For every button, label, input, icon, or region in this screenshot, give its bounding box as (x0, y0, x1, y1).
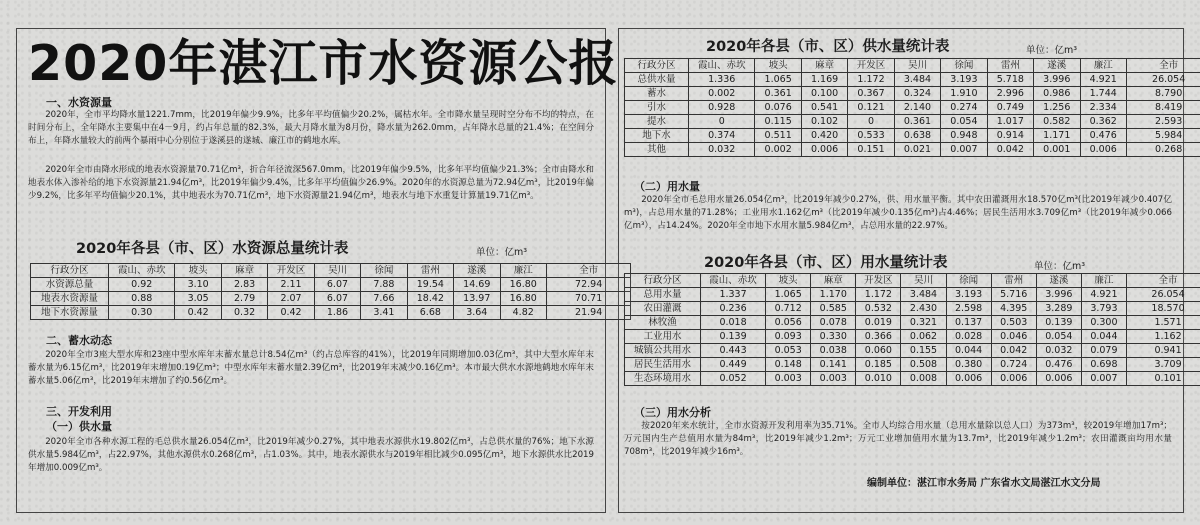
table-cell: 0.076 (755, 101, 801, 115)
table-cell: 4.395 (991, 302, 1036, 316)
table-cell: 0.476 (1036, 358, 1081, 372)
editor-credit: 编制单位：湛江市水务局 广东省水文局湛江水文分局 (867, 478, 1101, 489)
table-cell: 0.88 (109, 292, 175, 306)
table-cell: 0.42 (175, 306, 221, 320)
table-header-cell: 全市 (1126, 274, 1200, 288)
table-row (625, 344, 1200, 358)
table-cell: 3.709 (1126, 358, 1200, 372)
table-row-label: 工业用水 (625, 330, 701, 344)
table-header-row (625, 59, 1200, 73)
table-row-label: 总供水量 (625, 73, 689, 87)
paragraph-precipitation: 2020年，全市平均降水量1221.7mm，比2019年偏少9.9%，比多年平均值偏少20.2%，属枯水年。全市降水量呈现时空分布不均的特点，在时间分布上，全年降水主要集中在4－9月，约占年总量的82.3%，最大月降水量为8月份，降水量为262.0mm，占年降水总量的21.4%；在空间分布上，年降水量较大的前两个暴雨中心分别位于遂溪县的遂城、廉江市的鹤地水库。 (28, 110, 594, 147)
table-cell: 0.044 (946, 344, 991, 358)
table-row-label: 林牧渔 (625, 316, 701, 330)
table-cell: 3.484 (901, 288, 946, 302)
table-cell: 21.94 (546, 306, 630, 320)
table-cell: 0.443 (701, 344, 766, 358)
table-cell: 0.060 (856, 344, 901, 358)
table-cell: 0.380 (946, 358, 991, 372)
table1-title: 2020年各县（市、区）水资源总量统计表 (76, 241, 349, 257)
table-cell: 0.532 (856, 302, 901, 316)
table-cell: 0.006 (1036, 372, 1081, 386)
table-cell: 1.172 (856, 288, 901, 302)
table-cell: 3.484 (894, 73, 940, 87)
table-cell: 0.008 (901, 372, 946, 386)
table-cell: 0.508 (901, 358, 946, 372)
table-cell: 0.006 (1080, 143, 1126, 157)
table-cell: 0.079 (1081, 344, 1126, 358)
table-cell: 0.044 (1081, 330, 1126, 344)
table-row-label: 提水 (625, 115, 689, 129)
table-cell: 13.97 (454, 292, 500, 306)
table-cell: 0.42 (268, 306, 314, 320)
table-cell: 0.052 (701, 372, 766, 386)
table-header-cell: 雷州 (987, 59, 1033, 73)
table-cell: 0.151 (848, 143, 894, 157)
table-cell: 0.121 (848, 101, 894, 115)
table-cell: 16.80 (500, 278, 546, 292)
table-cell: 1.336 (689, 73, 755, 87)
table3-unit: 单位：亿m³ (1034, 261, 1086, 272)
table-cell: 26.054 (1126, 73, 1200, 87)
table-cell: 0.002 (755, 143, 801, 157)
table-header-cell: 徐闻 (941, 59, 987, 73)
table-row-label: 生态环境用水 (625, 372, 701, 386)
table-cell: 2.07 (268, 292, 314, 306)
table-cell: 2.140 (894, 101, 940, 115)
table-row (625, 143, 1200, 157)
paragraph-water-supply: 2020年全市各种水源工程的毛总供水量26.054亿m³，比2019年减少0.27%，其中地表水源供水19.802亿m³，占总供水量的76%；地下水源供水量5.984亿m³，占22.97%，其他水源供水0.268亿m³，占1.03%。其中，地表水源供水与2019年相比减少0.095亿m³，地下水源供水比2019年增加0.009亿m³。 (28, 437, 594, 474)
table-header-cell: 麻章 (221, 264, 267, 278)
headline: 2020年湛江市水资源公报 (28, 35, 619, 92)
table-cell: 1.910 (941, 87, 987, 101)
table-cell: 0.367 (848, 87, 894, 101)
table-cell: 0.928 (689, 101, 755, 115)
table-cell: 2.598 (946, 302, 991, 316)
table-cell: 0.053 (766, 344, 811, 358)
table-row (31, 278, 631, 292)
table-row (31, 292, 631, 306)
table-cell: 3.289 (1036, 302, 1081, 316)
table-cell: 1.162 (1126, 330, 1200, 344)
table-cell: 0.019 (856, 316, 901, 330)
table-cell: 0.155 (901, 344, 946, 358)
table-cell: 1.337 (701, 288, 766, 302)
table-header-cell: 遂溪 (1034, 59, 1080, 73)
table-row (625, 115, 1200, 129)
table-cell: 3.193 (946, 288, 991, 302)
table-header-cell: 廉江 (1080, 59, 1126, 73)
table-cell: 0.986 (1034, 87, 1080, 101)
table-cell: 5.718 (987, 73, 1033, 87)
table-header-cell: 行政分区 (625, 59, 689, 73)
table-header-cell: 全市 (1126, 59, 1200, 73)
table-cell: 0.503 (991, 316, 1036, 330)
table-header-cell: 麻章 (801, 59, 847, 73)
table-cell: 0.021 (894, 143, 940, 157)
table-row (625, 330, 1200, 344)
table-cell: 0.948 (941, 129, 987, 143)
table-header-cell: 徐闻 (361, 264, 407, 278)
table-cell: 0.324 (894, 87, 940, 101)
table-cell: 0.749 (987, 101, 1033, 115)
table-cell: 1.571 (1126, 316, 1200, 330)
table-cell: 0.185 (856, 358, 901, 372)
table-cell: 1.86 (314, 306, 360, 320)
table2-unit: 单位：亿m³ (1026, 45, 1078, 56)
water-supply-table (624, 58, 1200, 157)
table-header-cell: 霞山、赤坎 (689, 59, 755, 73)
table-cell: 0.274 (941, 101, 987, 115)
table-cell: 1.256 (1034, 101, 1080, 115)
table-row-label: 地下水资源量 (31, 306, 109, 320)
table-cell: 14.69 (454, 278, 500, 292)
table-cell: 70.71 (546, 292, 630, 306)
table-header-row (31, 264, 631, 278)
table-cell: 0.321 (901, 316, 946, 330)
table-cell: 0.101 (1126, 372, 1200, 386)
table-cell: 0.007 (1081, 372, 1126, 386)
table-header-cell: 吴川 (901, 274, 946, 288)
table-cell: 0.028 (946, 330, 991, 344)
table-cell: 19.54 (407, 278, 453, 292)
table-cell: 6.68 (407, 306, 453, 320)
table-cell: 16.80 (500, 292, 546, 306)
table-header-cell: 雷州 (991, 274, 1036, 288)
table-cell: 8.419 (1126, 101, 1200, 115)
table-cell: 0.003 (766, 372, 811, 386)
table-row (31, 306, 631, 320)
table-cell: 0.115 (755, 115, 801, 129)
section-heading-development: 三、开发利用 (46, 405, 112, 418)
table-cell: 0.032 (689, 143, 755, 157)
table-header-cell: 遂溪 (1036, 274, 1081, 288)
table-row-label: 地下水 (625, 129, 689, 143)
table-cell: 0.062 (901, 330, 946, 344)
table-cell: 1.065 (766, 288, 811, 302)
table-row (625, 372, 1200, 386)
table-header-cell: 吴川 (894, 59, 940, 73)
table-header-row (625, 274, 1200, 288)
table-cell: 3.996 (1036, 288, 1081, 302)
table-header-cell: 坡头 (766, 274, 811, 288)
table-cell: 0.100 (801, 87, 847, 101)
table-cell: 2.83 (221, 278, 267, 292)
table-row (625, 87, 1200, 101)
table-cell: 0.038 (811, 344, 856, 358)
table-row (625, 316, 1200, 330)
table-cell: 0.533 (848, 129, 894, 143)
table-cell: 0.361 (755, 87, 801, 101)
table-cell: 8.790 (1126, 87, 1200, 101)
table-row (625, 302, 1200, 316)
table-cell: 0.724 (991, 358, 1036, 372)
table-header-cell: 廉江 (1081, 274, 1126, 288)
table-header-cell: 坡头 (755, 59, 801, 73)
table-cell: 72.94 (546, 278, 630, 292)
table-cell: 0.102 (801, 115, 847, 129)
table-cell: 3.10 (175, 278, 221, 292)
table-header-cell: 坡头 (175, 264, 221, 278)
table-cell: 0.056 (766, 316, 811, 330)
table-header-cell: 遂溪 (454, 264, 500, 278)
table-header-cell: 全市 (546, 264, 630, 278)
table-cell: 0.007 (941, 143, 987, 157)
table-header-cell: 徐闻 (946, 274, 991, 288)
table-cell: 0.042 (991, 344, 1036, 358)
table-cell: 0.30 (109, 306, 175, 320)
table-cell: 7.66 (361, 292, 407, 306)
table-cell: 0.003 (811, 372, 856, 386)
table-cell: 0.078 (811, 316, 856, 330)
table-cell: 0.001 (1034, 143, 1080, 157)
table-cell: 0 (848, 115, 894, 129)
subheading-water-supply: （一）供水量 (46, 420, 112, 433)
table-cell: 0.046 (991, 330, 1036, 344)
table-cell: 0.093 (766, 330, 811, 344)
table-row-label: 总用水量 (625, 288, 701, 302)
table-cell: 0.002 (689, 87, 755, 101)
table-header-cell: 行政分区 (31, 264, 109, 278)
table-cell: 1.744 (1080, 87, 1126, 101)
table-row-label: 蓄水 (625, 87, 689, 101)
paragraph-surface-ground-water: 2020年全市由降水形成的地表水资源量70.71亿m³，折合年径流深567.0mm，比2019年偏少9.5%，比多年平均值偏少21.3%；全市由降水和地表水体入渗补给的地下水资源量21.94亿m³，比2019年偏少9.4%，比多年平均值偏少26.9%。2020年的水资源总量为72.94亿m³，比2019年偏少9.2%，比多年平均值偏少20.1%，其中地表水为70.71亿m³，地下水资源量21.94亿m³，地表水与地下水重复计算量19.71亿m³。 (28, 165, 594, 202)
table-cell: 4.921 (1080, 73, 1126, 87)
table-cell: 3.793 (1081, 302, 1126, 316)
table-cell: 6.07 (314, 278, 360, 292)
table-header-cell: 霞山、赤坎 (109, 264, 175, 278)
table-cell: 0.330 (811, 330, 856, 344)
table-cell: 18.570 (1126, 302, 1200, 316)
table-cell: 0.638 (894, 129, 940, 143)
table-cell: 0.374 (689, 129, 755, 143)
table-cell: 1.170 (811, 288, 856, 302)
table-cell: 0.92 (109, 278, 175, 292)
table-cell: 0.148 (766, 358, 811, 372)
table-cell: 3.193 (941, 73, 987, 87)
table-cell: 2.11 (268, 278, 314, 292)
table-cell: 2.996 (987, 87, 1033, 101)
table-row (625, 101, 1200, 115)
table-cell: 18.42 (407, 292, 453, 306)
section-heading-water-resources: 一、水资源量 (46, 96, 112, 109)
table-cell: 0.139 (1036, 316, 1081, 330)
table-cell: 2.79 (221, 292, 267, 306)
table-row (625, 358, 1200, 372)
table-cell: 0.698 (1081, 358, 1126, 372)
paragraph-water-use: 2020年全市毛总用水量26.054亿m³，比2019年减少0.27%，供、用水量平衡。其中农田灌溉用水18.570亿m³(比2019年减少0.407亿m³)，占总用水量的71.28%；工业用水1.162亿m³（比2019年减少0.135亿m³)占4.46%；居民生活用水3.709亿m³（比2019年减少0.066亿m³），占14.24%。2020年全市地下水用水量5.984亿m³，占总用水量的22.97%。 (624, 195, 1172, 232)
table-cell: 0.018 (701, 316, 766, 330)
table-header-cell: 麻章 (811, 274, 856, 288)
table-cell: 0.582 (1034, 115, 1080, 129)
table-row-label: 城镇公共用水 (625, 344, 701, 358)
table-row-label: 其他 (625, 143, 689, 157)
table-cell: 2.593 (1126, 115, 1200, 129)
table-cell: 0.585 (811, 302, 856, 316)
table-row (625, 73, 1200, 87)
table-header-cell: 开发区 (268, 264, 314, 278)
table-cell: 0.010 (856, 372, 901, 386)
table-cell: 0.541 (801, 101, 847, 115)
table-cell: 7.88 (361, 278, 407, 292)
table-cell: 3.996 (1034, 73, 1080, 87)
table-cell: 1.065 (755, 73, 801, 87)
table3-title: 2020年各县（市、区）用水量统计表 (704, 255, 948, 271)
table-cell: 0.032 (1036, 344, 1081, 358)
table-cell: 0.300 (1081, 316, 1126, 330)
table-header-cell: 吴川 (314, 264, 360, 278)
table2-title: 2020年各县（市、区）供水量统计表 (706, 39, 950, 55)
subheading-water-use: （二）用水量 (634, 180, 700, 193)
table-row-label: 农田灌溉 (625, 302, 701, 316)
table-cell: 1.169 (801, 73, 847, 87)
subheading-water-analysis: （三）用水分析 (634, 406, 711, 419)
water-use-table (624, 273, 1200, 386)
table-cell: 1.172 (848, 73, 894, 87)
table-cell: 0.139 (701, 330, 766, 344)
table-cell: 3.05 (175, 292, 221, 306)
table-header-cell: 开发区 (856, 274, 901, 288)
table-cell: 0.362 (1080, 115, 1126, 129)
paragraph-water-analysis: 按2020年来水统计，全市水资源开发利用率为35.71%。全市人均综合用水量（总用水量除以总人口）为373m³，较2019年增加17m³；万元国内生产总值用水量为84m³，比2019年减少1.2m³；万元工业增加值用水量为13.7m³，比2019年减少1.2m³；农田灌溉亩均用水量708m³，比2019年减少16m³。 (624, 421, 1172, 458)
table-cell: 0.361 (894, 115, 940, 129)
table-header-cell: 行政分区 (625, 274, 701, 288)
table-cell: 0.420 (801, 129, 847, 143)
table-cell: 1.171 (1034, 129, 1080, 143)
table-cell: 0.268 (1126, 143, 1200, 157)
table-cell: 0.32 (221, 306, 267, 320)
table-cell: 0.054 (1036, 330, 1081, 344)
table-cell: 0 (689, 115, 755, 129)
table-cell: 0.006 (801, 143, 847, 157)
table-cell: 0.712 (766, 302, 811, 316)
table-cell: 0.054 (941, 115, 987, 129)
table-cell: 3.41 (361, 306, 407, 320)
table-header-cell: 雷州 (407, 264, 453, 278)
table-cell: 6.07 (314, 292, 360, 306)
table-cell: 5.984 (1126, 129, 1200, 143)
table-cell: 3.64 (454, 306, 500, 320)
table-cell: 1.017 (987, 115, 1033, 129)
table-cell: 0.449 (701, 358, 766, 372)
table-cell: 0.042 (987, 143, 1033, 157)
table-cell: 4.82 (500, 306, 546, 320)
table-cell: 0.914 (987, 129, 1033, 143)
water-resources-table (30, 263, 631, 320)
table1-unit: 单位：亿m³ (476, 247, 528, 258)
table-cell: 0.137 (946, 316, 991, 330)
table-cell: 0.006 (946, 372, 991, 386)
table-cell: 0.366 (856, 330, 901, 344)
table-cell: 2.430 (901, 302, 946, 316)
table-cell: 4.921 (1081, 288, 1126, 302)
table-cell: 0.236 (701, 302, 766, 316)
table-row-label: 居民生活用水 (625, 358, 701, 372)
table-cell: 0.006 (991, 372, 1036, 386)
table-cell: 2.334 (1080, 101, 1126, 115)
table-row (625, 129, 1200, 143)
table-cell: 26.054 (1126, 288, 1200, 302)
table-row-label: 引水 (625, 101, 689, 115)
table-cell: 0.511 (755, 129, 801, 143)
section-heading-storage: 二、蓄水动态 (46, 334, 112, 347)
table-header-cell: 霞山、赤坎 (701, 274, 766, 288)
table-cell: 0.141 (811, 358, 856, 372)
table-cell: 0.941 (1126, 344, 1200, 358)
table-row (625, 288, 1200, 302)
table-row-label: 水资源总量 (31, 278, 109, 292)
table-header-cell: 廉江 (500, 264, 546, 278)
table-header-cell: 开发区 (848, 59, 894, 73)
paragraph-storage: 2020年全市3座大型水库和23座中型水库年末蓄水量总计8.54亿m³（约占总库容的41%），比2019年同期增加0.03亿m³，其中大型水库年末蓄水量为6.15亿m³，比2019年末增加0.19亿m³；中型水库年末蓄水量2.39亿m³，比2019年末减少0.16亿m³。本市最大供水水源地鹤地水库年末蓄水量5.06亿m³，比2019年末增加了约0.56亿m³。 (28, 350, 594, 387)
table-cell: 5.716 (991, 288, 1036, 302)
table-cell: 0.476 (1080, 129, 1126, 143)
table-row-label: 地表水资源量 (31, 292, 109, 306)
